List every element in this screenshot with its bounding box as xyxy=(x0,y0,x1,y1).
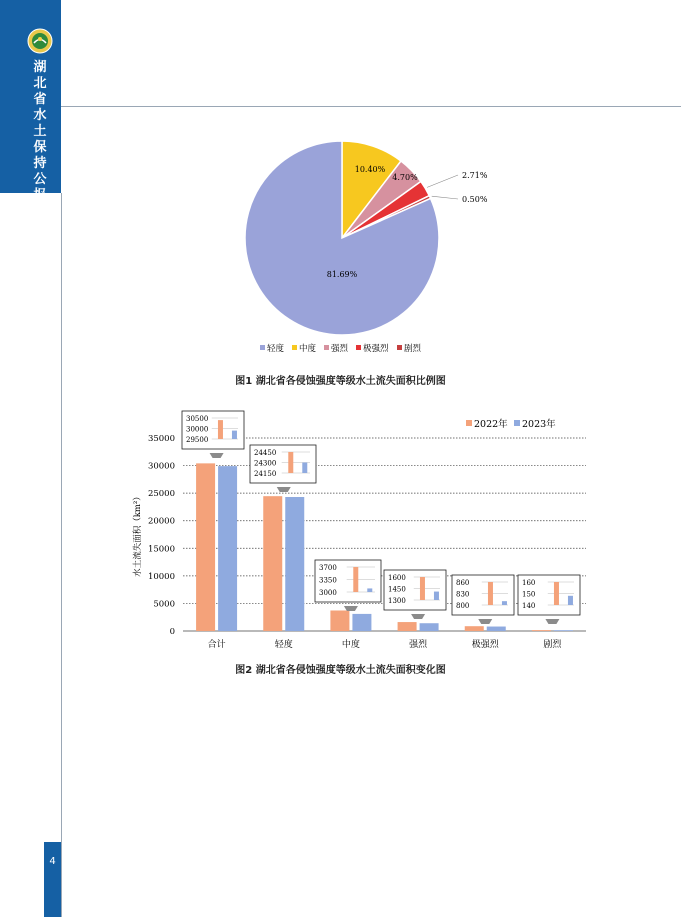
pie-label-2: 10.40% xyxy=(354,165,386,174)
bar-2-6 xyxy=(554,630,573,631)
inset-bar-4-1 xyxy=(420,577,425,600)
x-tick-label-5: 极强烈 xyxy=(471,640,499,650)
bar-2-4 xyxy=(420,623,439,631)
bar-2-5 xyxy=(487,627,506,631)
pie-label-1: 81.69% xyxy=(326,270,358,279)
x-tick-label-6: 剧烈 xyxy=(543,640,562,650)
inset-tick-5-1: 860 xyxy=(456,579,470,587)
x-tick-label-1: 合计 xyxy=(207,640,226,650)
legend-swatch-4 xyxy=(356,345,361,350)
legend-swatch-series-2 xyxy=(514,420,520,426)
inset-bar-6-2 xyxy=(568,596,573,605)
page-number-tab xyxy=(44,842,61,917)
inset-bar-3-1 xyxy=(353,567,358,592)
x-tick-label-4: 强烈 xyxy=(409,640,428,650)
bar-1-6 xyxy=(532,630,551,631)
inset-tick-1-3: 29500 xyxy=(186,436,209,444)
inset-bar-1-2 xyxy=(232,431,237,439)
bar-1-1 xyxy=(196,463,215,631)
inset-tick-1-2: 30000 xyxy=(186,425,209,434)
inset-tick-6-3: 140 xyxy=(522,602,536,610)
legend-swatch-5 xyxy=(397,345,402,350)
legend-label-2: 中度 xyxy=(299,344,317,354)
inset-bar-2-1 xyxy=(288,452,293,473)
legend-label-series-2: 2023年 xyxy=(522,419,556,430)
page-number: 4 xyxy=(49,856,56,867)
inset-connector-6 xyxy=(545,619,559,624)
inset-tick-3-2: 3350 xyxy=(319,576,337,585)
inset-tick-1-1: 30500 xyxy=(186,415,209,423)
inset-bar-6-1 xyxy=(554,582,559,605)
inset-bar-4-2 xyxy=(434,592,439,600)
y-tick-label-35000: 35000 xyxy=(147,434,175,444)
inset-tick-3-3: 3000 xyxy=(319,589,337,597)
legend-swatch-2 xyxy=(292,345,297,350)
legend-label-series-1: 2022年 xyxy=(474,419,508,430)
inset-bar-1-1 xyxy=(218,420,223,439)
inset-connector-1 xyxy=(210,453,224,458)
inset-tick-4-1: 1600 xyxy=(388,574,406,582)
bar-chart xyxy=(0,400,681,658)
bar-1-4 xyxy=(398,622,417,631)
inset-tick-2-2: 24300 xyxy=(254,459,277,468)
y-tick-label-25000: 25000 xyxy=(147,489,175,500)
y-tick-label-5000: 5000 xyxy=(153,599,175,610)
inset-bar-2-2 xyxy=(302,463,307,474)
legend-label-1: 轻度 xyxy=(267,344,285,354)
legend-label-4: 极强烈 xyxy=(363,344,389,354)
pie-label-5: 0.50% xyxy=(462,195,488,204)
legend-swatch-series-1 xyxy=(466,420,472,426)
bar-2-3 xyxy=(352,614,371,631)
x-tick-label-3: 中度 xyxy=(341,640,360,650)
x-tick-label-2: 轻度 xyxy=(274,640,293,650)
inset-tick-4-2: 1450 xyxy=(388,585,406,594)
pie-chart xyxy=(0,0,681,370)
bar-1-3 xyxy=(330,610,349,631)
inset-tick-6-1: 160 xyxy=(522,579,536,587)
y-tick-label-20000: 20000 xyxy=(147,516,175,527)
inset-tick-4-3: 1300 xyxy=(388,597,406,605)
inset-connector-3 xyxy=(344,606,358,611)
legend-swatch-1 xyxy=(260,345,265,350)
legend-label-3: 强烈 xyxy=(331,344,349,354)
bar-1-2 xyxy=(263,496,282,631)
y-tick-label-10000: 10000 xyxy=(147,571,175,582)
bar-1-5 xyxy=(465,626,484,631)
y-tick-label-0: 0 xyxy=(169,627,175,637)
inset-bar-3-2 xyxy=(367,588,372,592)
legend-swatch-3 xyxy=(324,345,329,350)
inset-connector-2 xyxy=(277,487,291,492)
inset-bar-5-2 xyxy=(502,601,507,605)
y-axis-label: 水土流失面积（km²） xyxy=(133,492,143,577)
bar-2-2 xyxy=(285,497,304,631)
figure2-caption: 图2 湖北省各侵蚀强度等级水土流失面积变化图 xyxy=(235,665,446,676)
inset-tick-3-1: 3700 xyxy=(319,564,337,572)
y-tick-label-30000: 30000 xyxy=(147,461,175,472)
pie-leader-line-4 xyxy=(427,175,458,187)
bar-2-1 xyxy=(218,466,237,631)
inset-tick-2-1: 24450 xyxy=(254,449,277,457)
y-tick-label-15000: 15000 xyxy=(147,544,175,555)
inset-tick-5-2: 830 xyxy=(456,590,470,599)
legend-label-5: 剧烈 xyxy=(404,344,422,354)
pie-leader-line-5 xyxy=(432,196,458,199)
inset-tick-2-3: 24150 xyxy=(254,470,277,478)
inset-connector-5 xyxy=(478,619,492,624)
inset-connector-4 xyxy=(411,614,425,619)
inset-tick-5-3: 800 xyxy=(456,602,470,610)
figure1-caption: 图1 湖北省各侵蚀强度等级水土流失面积比例图 xyxy=(235,376,446,387)
pie-label-3: 4.70% xyxy=(392,173,418,182)
publication-title: 湖北省水土保持公报 xyxy=(33,60,47,203)
pie-label-4: 2.71% xyxy=(462,171,488,180)
inset-bar-5-1 xyxy=(488,582,493,605)
inset-tick-6-2: 150 xyxy=(522,590,536,599)
